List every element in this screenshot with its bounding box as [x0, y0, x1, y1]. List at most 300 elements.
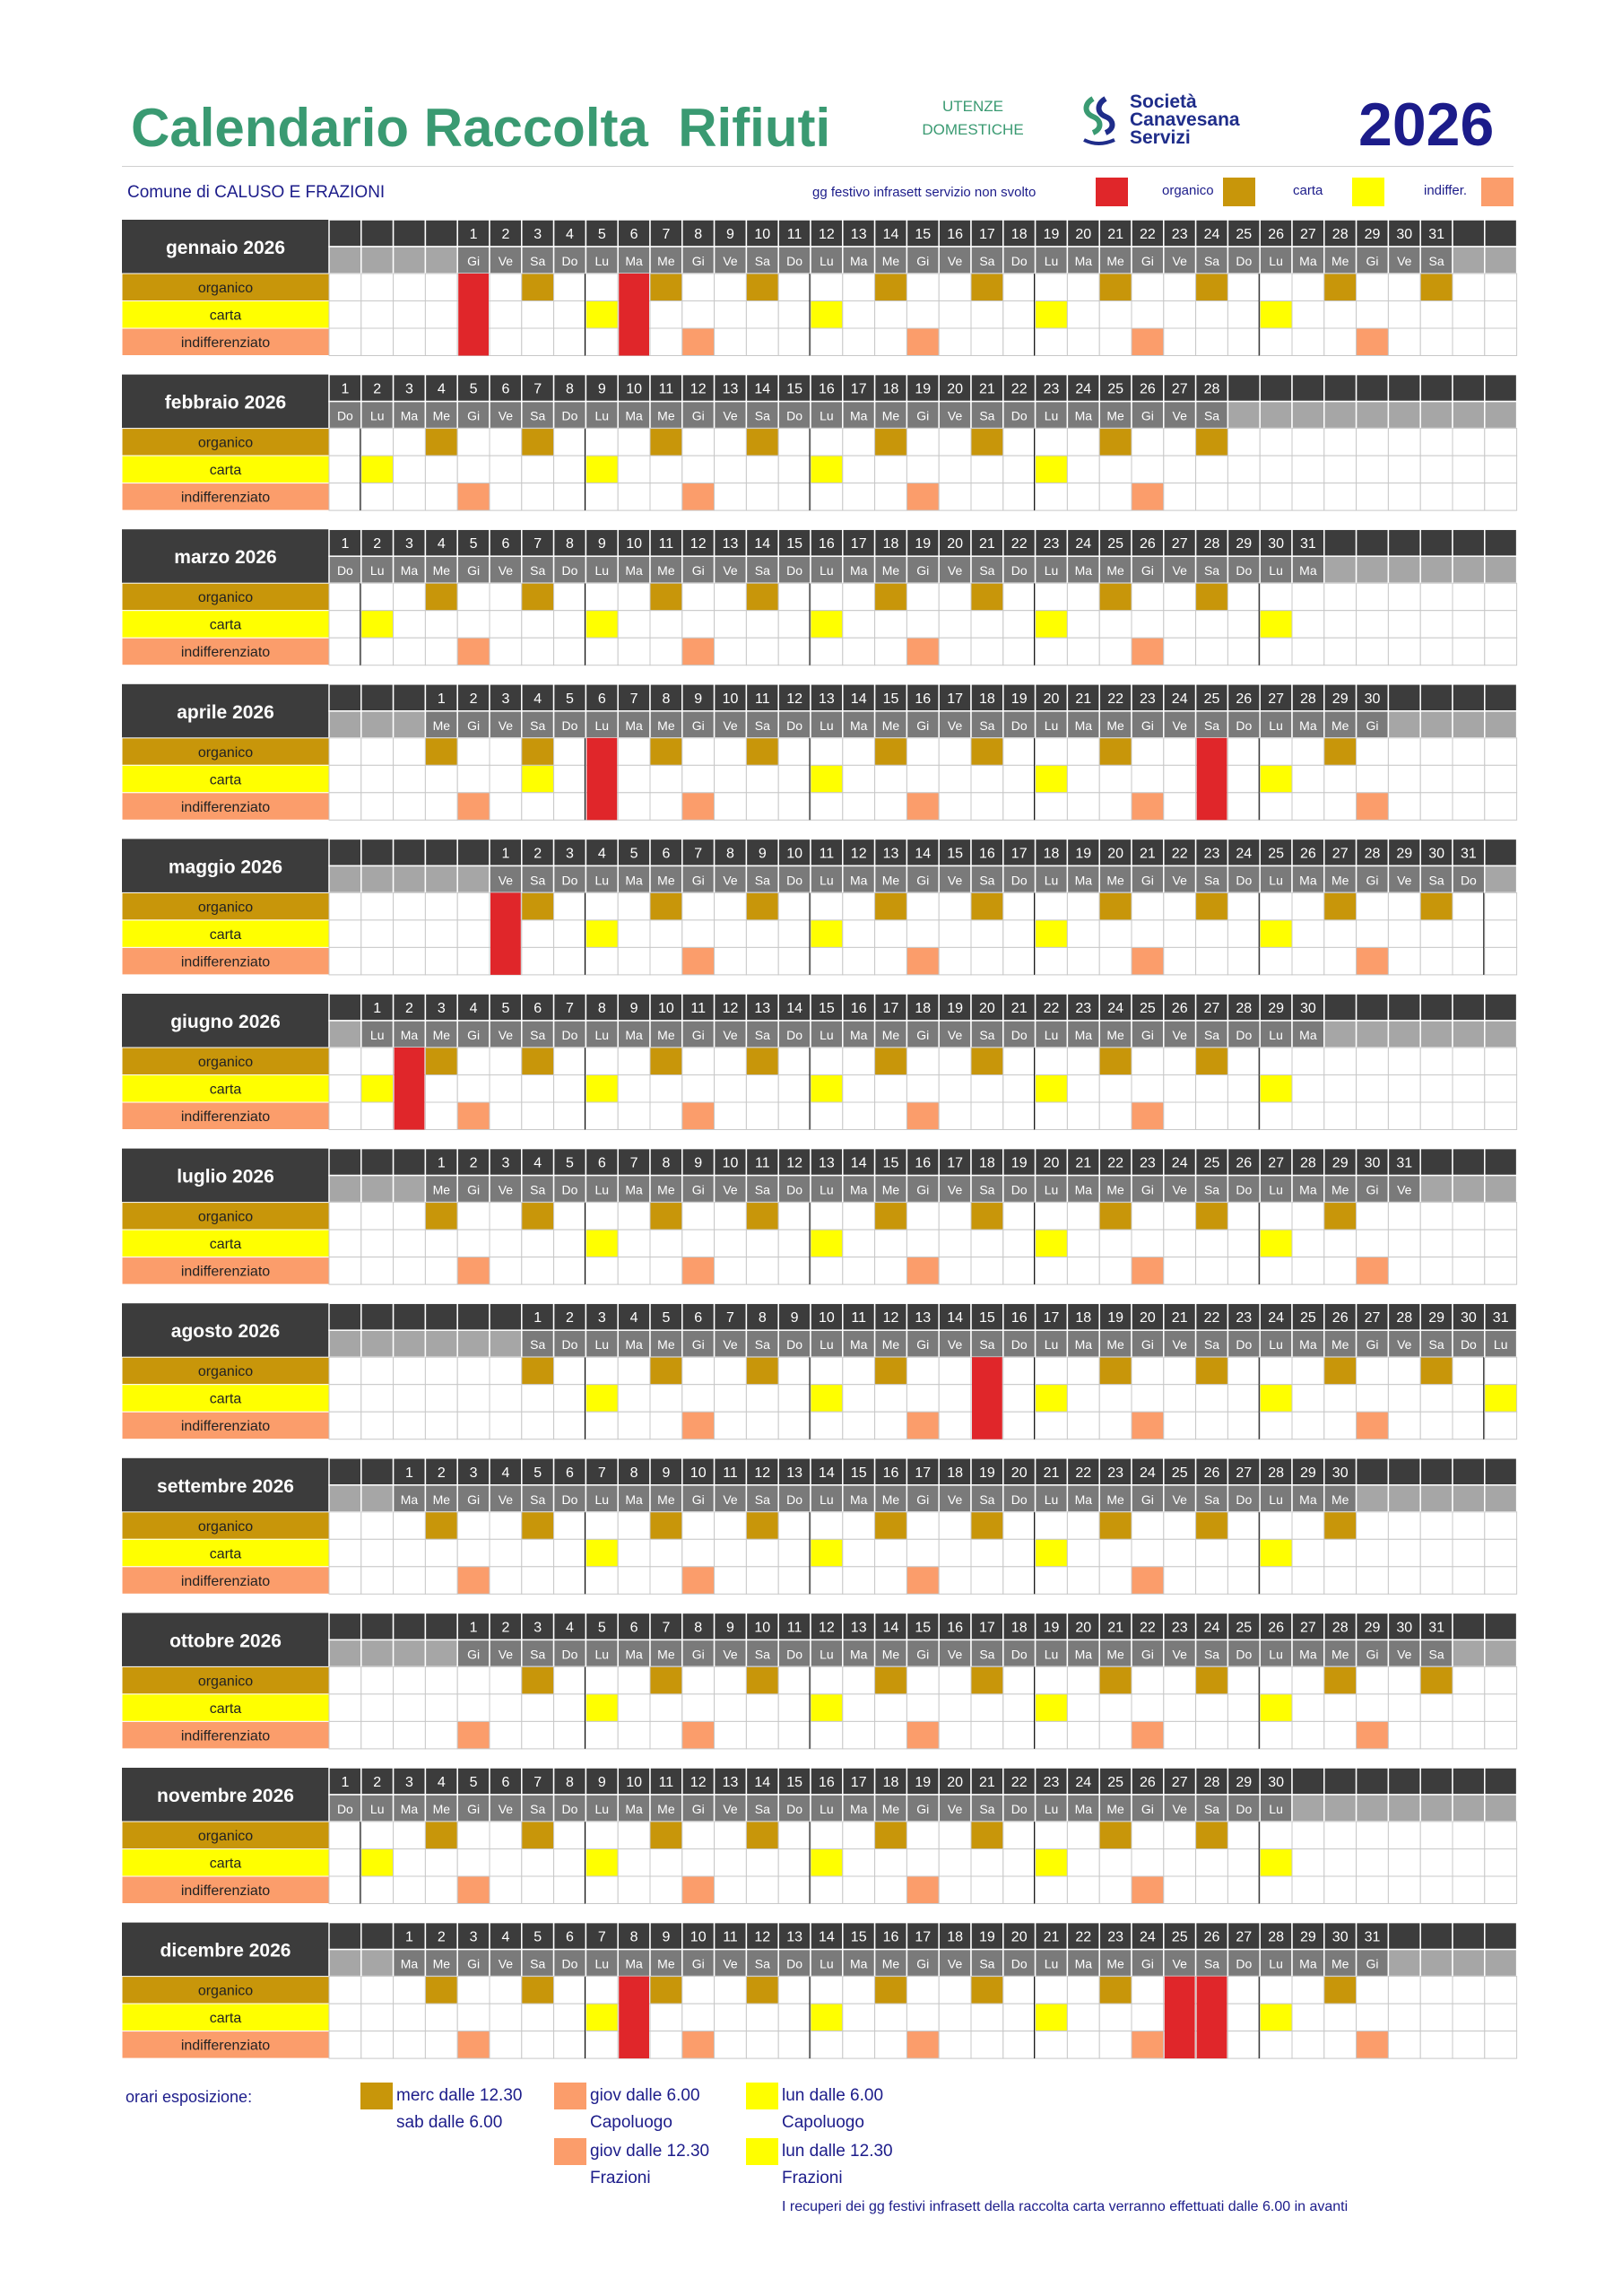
collection-cell [1132, 611, 1164, 639]
collection-cell [425, 1412, 457, 1439]
weekday-label: Me [881, 408, 900, 423]
collection-cell [875, 1666, 907, 1694]
collection-cell [522, 429, 554, 457]
day-number: 9 [597, 1775, 606, 1790]
weekday-label: Ma [1074, 1182, 1093, 1197]
weekday-label: Gi [1141, 1028, 1154, 1042]
collection-cell [778, 1977, 811, 2005]
weekday-label: Do [561, 1647, 578, 1662]
collection-cell [778, 1357, 811, 1385]
collection-cell [682, 892, 715, 920]
collection-cell [778, 1694, 811, 1722]
weekday-label: Ma [625, 1647, 643, 1662]
collection-cell [1388, 274, 1420, 301]
day-number: 16 [850, 1001, 867, 1016]
collection-cell [522, 2031, 554, 2059]
collection-cell [1227, 947, 1260, 975]
day-number: 24 [1140, 1929, 1156, 1945]
collection-cell [971, 2004, 1003, 2031]
weekday-label: Sa [979, 873, 995, 888]
weekday-label: Me [1331, 1182, 1349, 1197]
collection-cell [329, 274, 361, 301]
collection-cell [650, 1822, 682, 1849]
collection-cell [1485, 1666, 1517, 1694]
collection-cell [1485, 1539, 1517, 1567]
collection-cell [778, 1822, 811, 1849]
collection-cell [1003, 456, 1036, 483]
weekday-cell [329, 1950, 361, 1977]
collection-cell [1003, 1539, 1036, 1567]
collection-cell [875, 1849, 907, 1877]
collection-cell [1196, 1230, 1228, 1257]
weekday-label: Lu [820, 1337, 834, 1352]
collection-cell [425, 1357, 457, 1385]
collection-cell [1453, 1357, 1485, 1385]
day-number: 25 [1203, 1155, 1220, 1171]
row-label: carta [209, 772, 242, 788]
collection-cell [1003, 1048, 1036, 1075]
day-number: 19 [1075, 846, 1092, 862]
collection-cell [1260, 2031, 1292, 2059]
weekday-label: Ma [1074, 1337, 1093, 1352]
day-number-cell [1388, 529, 1420, 556]
comune-label: Comune di CALUSO E FRAZIONI [127, 183, 386, 202]
collection-cell [522, 1385, 554, 1413]
collection-cell [1036, 738, 1068, 766]
collection-cell [425, 456, 457, 483]
day-number: 3 [405, 381, 413, 397]
collection-cell [1067, 1257, 1099, 1285]
weekday-label: Ve [723, 718, 738, 733]
collection-cell [843, 1357, 875, 1385]
day-number: 3 [437, 1001, 446, 1016]
day-number: 24 [1075, 1775, 1092, 1790]
collection-cell [457, 1048, 490, 1075]
collection-cell [522, 1048, 554, 1075]
collection-cell [1003, 1567, 1036, 1595]
day-number: 9 [662, 1465, 671, 1481]
collection-cell [1132, 1849, 1164, 1877]
day-number: 27 [1300, 1620, 1316, 1636]
weekday-label: Ve [498, 1492, 514, 1507]
collection-cell [554, 328, 586, 356]
collection-cell [715, 1102, 747, 1130]
weekday-label: Lu [1044, 1182, 1059, 1197]
collection-cell [875, 1567, 907, 1595]
collection-cell [715, 456, 747, 483]
collection-cell [1227, 892, 1260, 920]
weekday-label: Lu [820, 254, 834, 268]
collection-cell [1453, 456, 1485, 483]
weekday-cell [1388, 1021, 1420, 1048]
collection-cell [682, 1539, 715, 1567]
weekday-cell [1453, 711, 1485, 738]
weekday-label: Sa [1203, 563, 1220, 578]
collection-cell [1357, 1230, 1389, 1257]
collection-cell [843, 1567, 875, 1595]
collection-cell [1164, 1048, 1196, 1075]
weekday-cell [425, 865, 457, 892]
day-number: 21 [1171, 1310, 1188, 1326]
collection-cell [522, 920, 554, 948]
weekday-label: Sa [754, 718, 770, 733]
day-number: 26 [1203, 1465, 1220, 1481]
weekday-label: Do [786, 1182, 803, 1197]
weekday-label: Ve [1172, 718, 1187, 733]
collection-cell [585, 456, 618, 483]
day-number-cell [1420, 684, 1453, 711]
collection-cell [1196, 456, 1228, 483]
day-number: 16 [915, 691, 932, 707]
collection-cell [585, 1822, 618, 1849]
collection-cell [394, 1539, 426, 1567]
day-number: 3 [533, 1620, 542, 1636]
row-label: indifferenziato [180, 799, 271, 815]
collection-cell [971, 1721, 1003, 1749]
collection-cell [939, 1694, 971, 1722]
day-number: 10 [690, 1465, 707, 1481]
weekday-label: Ve [723, 408, 738, 423]
weekday-label: Ve [498, 1028, 514, 1042]
day-number: 7 [597, 1465, 606, 1481]
collection-cell [778, 1102, 811, 1130]
day-number-cell [425, 220, 457, 247]
day-number: 27 [1203, 1001, 1220, 1016]
day-number: 4 [501, 1465, 510, 1481]
row-label: carta [209, 1856, 242, 1872]
collection-cell [1003, 483, 1036, 511]
weekday-cell [329, 865, 361, 892]
collection-cell [650, 892, 682, 920]
collection-cell [618, 1567, 650, 1595]
day-number: 18 [1010, 227, 1028, 242]
weekday-label: Me [1106, 1802, 1124, 1816]
collection-cell [522, 1539, 554, 1567]
weekday-label: Sa [754, 1028, 770, 1042]
collection-cell [1003, 583, 1036, 611]
row-label: carta [209, 1700, 242, 1717]
collection-cell [906, 1539, 939, 1567]
day-number: 13 [819, 1155, 835, 1171]
collection-cell [1420, 793, 1453, 821]
day-number: 20 [1010, 1465, 1028, 1481]
collection-cell [778, 793, 811, 821]
day-number: 6 [501, 536, 510, 552]
weekday-label: Ma [400, 1492, 419, 1507]
weekday-label: Gi [1141, 1802, 1154, 1816]
collection-cell [1292, 1257, 1324, 1285]
holiday-marker [619, 274, 649, 356]
collection-cell [1292, 920, 1324, 948]
collection-cell [843, 301, 875, 329]
collection-cell [811, 1721, 843, 1749]
collection-cell [554, 920, 586, 948]
day-number: 24 [1171, 691, 1188, 707]
day-number: 27 [1331, 846, 1349, 862]
collection-cell [329, 1230, 361, 1257]
collection-cell [522, 2004, 554, 2031]
collection-cell [425, 1203, 457, 1231]
collection-cell [715, 483, 747, 511]
collection-cell [875, 583, 907, 611]
collection-cell [1324, 583, 1357, 611]
collection-cell [682, 1075, 715, 1103]
collection-cell [361, 920, 394, 948]
collection-cell [682, 1385, 715, 1413]
collection-cell [715, 1567, 747, 1595]
collection-cell [1067, 1385, 1099, 1413]
weekday-label: Ve [723, 1028, 738, 1042]
day-number: 2 [437, 1465, 446, 1481]
collection-cell [682, 1512, 715, 1540]
day-number: 15 [979, 1310, 995, 1326]
weekday-label: Me [657, 563, 675, 578]
collection-cell [361, 1048, 394, 1075]
weekday-label: Do [561, 1337, 578, 1352]
day-number: 25 [1203, 691, 1220, 707]
weekday-label: Me [432, 408, 451, 423]
collection-cell [1485, 1977, 1517, 2005]
day-number: 17 [979, 227, 995, 242]
day-number: 16 [1010, 1310, 1028, 1326]
weekday-label: Ve [1172, 1337, 1187, 1352]
collection-cell [1067, 1822, 1099, 1849]
collection-cell [425, 1721, 457, 1749]
collection-cell [682, 947, 715, 975]
weekday-cell [1420, 556, 1453, 583]
day-number-cell [1453, 220, 1485, 247]
collection-cell [875, 1412, 907, 1439]
row-label: organico [197, 435, 254, 451]
weekday-label: Do [1010, 1492, 1028, 1507]
collection-cell [843, 738, 875, 766]
collection-cell [1420, 738, 1453, 766]
weekday-label: Sa [754, 1802, 770, 1816]
collection-cell [746, 1512, 778, 1540]
collection-cell [1357, 1357, 1389, 1385]
day-number: 2 [373, 536, 382, 552]
collection-cell [682, 2031, 715, 2059]
weekday-label: Do [1460, 1337, 1477, 1352]
collection-cell [1357, 1512, 1389, 1540]
collection-cell [843, 1694, 875, 1722]
day-number-cell [1485, 684, 1517, 711]
weekday-label: Lu [1269, 1802, 1283, 1816]
collection-cell [715, 583, 747, 611]
weekday-cell [1453, 556, 1485, 583]
weekday-cell [1388, 402, 1420, 429]
day-number: 18 [947, 1929, 963, 1945]
day-number: 12 [754, 1929, 771, 1945]
collection-cell [1164, 1539, 1196, 1567]
collection-cell [746, 1977, 778, 2005]
collection-cell [1324, 1822, 1357, 1849]
day-number: 3 [469, 1929, 478, 1945]
collection-cell [715, 274, 747, 301]
collection-cell [1003, 1102, 1036, 1130]
day-number: 5 [597, 227, 606, 242]
weekday-label: Gi [1366, 1337, 1379, 1352]
collection-cell [682, 1230, 715, 1257]
weekday-cell [1485, 402, 1517, 429]
collection-cell [1453, 1694, 1485, 1722]
weekday-label: Ma [1299, 718, 1317, 733]
day-number-cell [1420, 1458, 1453, 1485]
collection-cell [585, 1257, 618, 1285]
day-number: 21 [1075, 691, 1092, 707]
weekday-cell [394, 1330, 426, 1357]
collection-cell [394, 1257, 426, 1285]
collection-cell [1227, 1694, 1260, 1722]
collection-cell [906, 1721, 939, 1749]
collection-cell [1227, 1512, 1260, 1540]
collection-cell [1036, 1694, 1068, 1722]
collection-cell [1292, 1876, 1324, 1904]
collection-cell [361, 301, 394, 329]
day-number: 11 [723, 1465, 738, 1481]
collection-cell [329, 947, 361, 975]
day-number: 16 [915, 1155, 932, 1171]
collection-cell [361, 947, 394, 975]
collection-cell [1485, 638, 1517, 665]
weekday-label: Gi [691, 1647, 705, 1662]
collection-cell [811, 793, 843, 821]
weekday-label: Ve [1397, 1337, 1412, 1352]
collection-cell [1357, 1721, 1389, 1749]
collection-cell [1292, 1849, 1324, 1877]
collection-cell [329, 483, 361, 511]
collection-cell [1067, 1849, 1099, 1877]
collection-cell [1420, 1203, 1453, 1231]
collection-cell [746, 456, 778, 483]
weekday-cell [1485, 1639, 1517, 1666]
day-number: 28 [1300, 691, 1316, 707]
collection-cell [1132, 1822, 1164, 1849]
collection-cell [1003, 1385, 1036, 1413]
collection-cell [425, 2004, 457, 2031]
day-number: 13 [882, 846, 899, 862]
collection-cell [746, 947, 778, 975]
weekday-label: Lu [594, 1028, 610, 1042]
collection-cell [939, 2031, 971, 2059]
day-number-cell [329, 839, 361, 865]
collection-cell [1292, 1357, 1324, 1385]
collection-cell [457, 1102, 490, 1130]
collection-cell [650, 947, 682, 975]
weekday-label: Ve [498, 873, 514, 888]
day-number-cell [1388, 1768, 1420, 1795]
collection-cell [1388, 1230, 1420, 1257]
day-number: 4 [597, 846, 606, 862]
weekday-label: Sa [1203, 254, 1220, 268]
collection-cell [522, 892, 554, 920]
collection-cell [554, 793, 586, 821]
collection-cell [394, 1203, 426, 1231]
collection-cell [1099, 583, 1132, 611]
collection-cell [329, 892, 361, 920]
day-number: 6 [533, 1001, 542, 1016]
collection-cell [425, 1230, 457, 1257]
collection-cell [682, 1666, 715, 1694]
footer-indiff-b1: giov dalle 12.30 [590, 2142, 710, 2161]
collection-cell [1388, 1849, 1420, 1877]
day-number: 11 [754, 1155, 770, 1171]
collection-cell [522, 1822, 554, 1849]
day-number: 24 [1203, 227, 1220, 242]
weekday-label: Gi [691, 873, 705, 888]
weekday-label: Ve [1397, 254, 1412, 268]
collection-cell [329, 1822, 361, 1849]
collection-cell [1324, 274, 1357, 301]
collection-cell [778, 638, 811, 665]
collection-cell [1357, 2031, 1389, 2059]
collection-cell [906, 1048, 939, 1075]
collection-cell [778, 456, 811, 483]
collection-cell [811, 1230, 843, 1257]
collection-cell [906, 1849, 939, 1877]
weekday-label: Do [336, 1802, 353, 1816]
collection-cell [1132, 738, 1164, 766]
collection-cell [906, 2031, 939, 2059]
collection-cell [1453, 1539, 1485, 1567]
day-number: 26 [1203, 1929, 1220, 1945]
day-number: 21 [1010, 1001, 1028, 1016]
collection-cell [843, 793, 875, 821]
collection-cell [394, 892, 426, 920]
day-number: 29 [1268, 1001, 1284, 1016]
collection-cell [1132, 301, 1164, 329]
collection-cell [1420, 920, 1453, 948]
day-number: 15 [850, 1929, 867, 1945]
collection-cell [554, 1203, 586, 1231]
collection-cell [906, 611, 939, 639]
collection-cell [1324, 1230, 1357, 1257]
day-number: 25 [1268, 846, 1284, 862]
collection-cell [1292, 2004, 1324, 2031]
collection-cell [1324, 892, 1357, 920]
day-number: 29 [1364, 1620, 1381, 1636]
weekday-label: Ve [1172, 1802, 1187, 1816]
collection-cell [1067, 1721, 1099, 1749]
collection-cell [1324, 1539, 1357, 1567]
collection-cell [715, 1230, 747, 1257]
collection-cell [1132, 765, 1164, 793]
collection-cell [843, 583, 875, 611]
day-number: 27 [1268, 1155, 1284, 1171]
collection-cell [1227, 583, 1260, 611]
day-number: 20 [947, 536, 963, 552]
weekday-label: Sa [979, 563, 995, 578]
collection-cell [490, 1822, 522, 1849]
collection-cell [746, 1203, 778, 1231]
collection-cell [843, 1822, 875, 1849]
collection-cell [1227, 328, 1260, 356]
collection-cell [682, 1694, 715, 1722]
collection-cell [1132, 793, 1164, 821]
collection-cell [1260, 1230, 1292, 1257]
weekday-label: Lu [1493, 1337, 1508, 1352]
collection-cell [1292, 1539, 1324, 1567]
day-number: 1 [341, 536, 350, 552]
collection-cell [875, 1257, 907, 1285]
row-label: indifferenziato [180, 1109, 271, 1125]
collection-cell [746, 429, 778, 457]
collection-cell [1099, 1075, 1132, 1103]
collection-cell [1067, 1539, 1099, 1567]
collection-cell [1196, 1257, 1228, 1285]
collection-cell [939, 274, 971, 301]
collection-cell [1260, 1876, 1292, 1904]
